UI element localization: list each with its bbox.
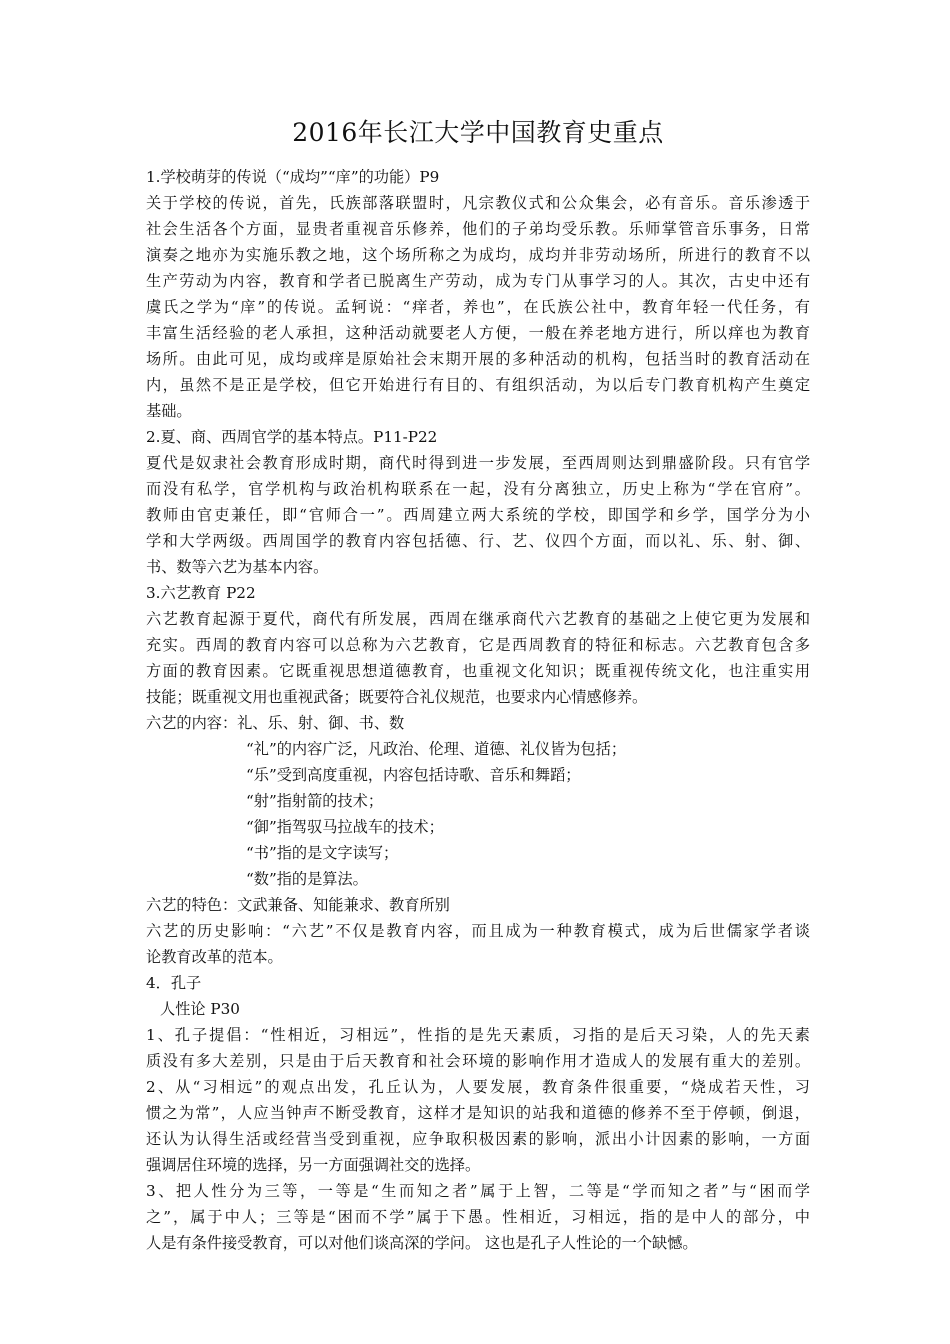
- text-line: 3.六艺教育 P22: [146, 584, 256, 602]
- text-line: “射”指射箭的技术；: [246, 792, 384, 810]
- text-line: 书、数等六艺为基本内容。: [146, 558, 329, 576]
- text-line: 质没有多大差别，只是由于后天教育和社会环境的影响作用才造成人的发展有重大的差别。: [146, 1052, 810, 1070]
- text-line: 而没有私学，官学机构与政治机构联系在一起，没有分离独立，历史上称为“学在官府”。: [146, 480, 810, 498]
- text-line: 惯之为常”，人应当钟声不断受教育，这样才是知识的站我和道德的修养不至于停顿，倒退，: [146, 1104, 810, 1122]
- text-line: 关于学校的传说，首先，氏族部落联盟时，凡宗教仪式和公众集会，必有音乐。音乐渗透于: [146, 194, 810, 212]
- text-line: 4．孔子: [146, 974, 202, 992]
- text-line: “数”指的是算法。: [246, 870, 368, 888]
- text-line: 内，虽然不是正是学校，但它开始进行有目的、有组织活动，为以后专门教育机构产生奠定: [146, 376, 810, 394]
- text-line: 六艺教育起源于夏代，商代有所发展，西周在继承商代六艺教育的基础之上使它更为发展和: [146, 610, 810, 628]
- text-line: 丰富生活经验的老人承担，这种活动就要老人方便，一般在养老地方进行，所以痒也为教育: [146, 324, 810, 342]
- document-title: 2016年长江大学中国教育史重点: [292, 118, 664, 147]
- text-line: 技能；既重视文用也重视武备；既要符合礼仪规范，也要求内心情感修养。: [146, 688, 648, 706]
- text-line: 1、孔子提倡：“性相近，习相远”，性指的是先天素质，习指的是后天习染，人的先天素: [146, 1026, 810, 1044]
- text-line: 人性论 P30: [160, 1000, 240, 1018]
- text-line: 2.夏、商、西周官学的基本特点。P11-P22: [146, 428, 438, 446]
- text-line: 生产劳动为内容，教育和学者已脱离生产劳动，成为专门从事学习的人。其次，古史中还有: [146, 272, 810, 290]
- text-line: 六艺的特色：文武兼备、知能兼求、教育所别: [146, 896, 450, 914]
- text-line: 3、把人性分为三等，一等是“生而知之者”属于上智，二等是“学而知之者”与“困而学: [146, 1182, 810, 1200]
- text-line: 六艺的历史影响：“六艺”不仅是教育内容，而且成为一种教育模式，成为后世儒家学者谈: [146, 922, 810, 940]
- text-line: 还认为认得生活或经营当受到重视，应争取积极因素的影响，派出小计因素的影响，一方面: [146, 1130, 810, 1148]
- text-line: 演奏之地亦为实施乐教之地，这个场所称之为成均，成均并非劳动场所，所进行的教育不以: [146, 246, 810, 264]
- text-line: 方面的教育因素。它既重视思想道德教育，也重视文化知识；既重视传统文化，也注重实用: [146, 662, 810, 680]
- text-line: 之”，属于中人；三等是“困而不学”属于下愚。性相近，习相远，指的是中人的部分，中: [146, 1208, 810, 1226]
- text-line: “礼”的内容广泛，凡政治、伦理、道德、礼仪皆为包括；: [246, 740, 627, 758]
- text-line: 充实。西周的教育内容可以总称为六艺教育，它是西周教育的特征和标志。六艺教育包含多: [146, 636, 810, 654]
- text-line: “御”指驾驭马拉战车的技术；: [246, 818, 444, 836]
- text-line: 强调居住环境的选择，另一方面强调社交的选择。: [146, 1156, 481, 1174]
- text-line: 六艺的内容：礼、乐、射、御、书、数: [146, 714, 405, 732]
- text-line: 论教育改革的范本。: [146, 948, 283, 966]
- text-line: 人是有条件接受教育，可以对他们谈高深的学问。 这也是孔子人性论的一个缺憾。: [146, 1234, 698, 1252]
- text-line: “书”指的是文字读写；: [246, 844, 399, 862]
- document-body: [146, 164, 810, 1256]
- text-line: 1.学校萌芽的传说（“成均”“庠”的功能）P9: [146, 168, 440, 186]
- text-line: 基础。: [146, 402, 192, 420]
- text-line: 教师由官吏兼任，即“官师合一”。西周建立两大系统的学校，即国学和乡学，国学分为小: [146, 506, 810, 524]
- text-line: 夏代是奴隶社会教育形成时期，商代时得到进一步发展，至西周则达到鼎盛阶段。只有官学: [146, 454, 810, 472]
- text-line: 虞氏之学为“庠”的传说。孟轲说：“痒者，养也”，在氏族公社中，教育年轻一代任务，有: [146, 298, 810, 316]
- text-line: “乐”受到高度重视，内容包括诗歌、音乐和舞蹈；: [246, 766, 581, 784]
- text-line: 学和大学两级。西周国学的教育内容包括德、行、艺、仪四个方面，而以礼、乐、射、御、: [146, 532, 810, 550]
- text-line: 2、从“习相远”的观点出发，孔丘认为，人要发展，教育条件很重要，“烧成若天性，习: [146, 1078, 810, 1096]
- text-line: 社会生活各个方面，显贵者重视音乐修养，他们的子弟均受乐教。乐师掌管音乐事务，日常: [146, 220, 810, 238]
- text-line: 场所。由此可见，成均或痒是原始社会末期开展的多种活动的机构，包括当时的教育活动在: [146, 350, 810, 368]
